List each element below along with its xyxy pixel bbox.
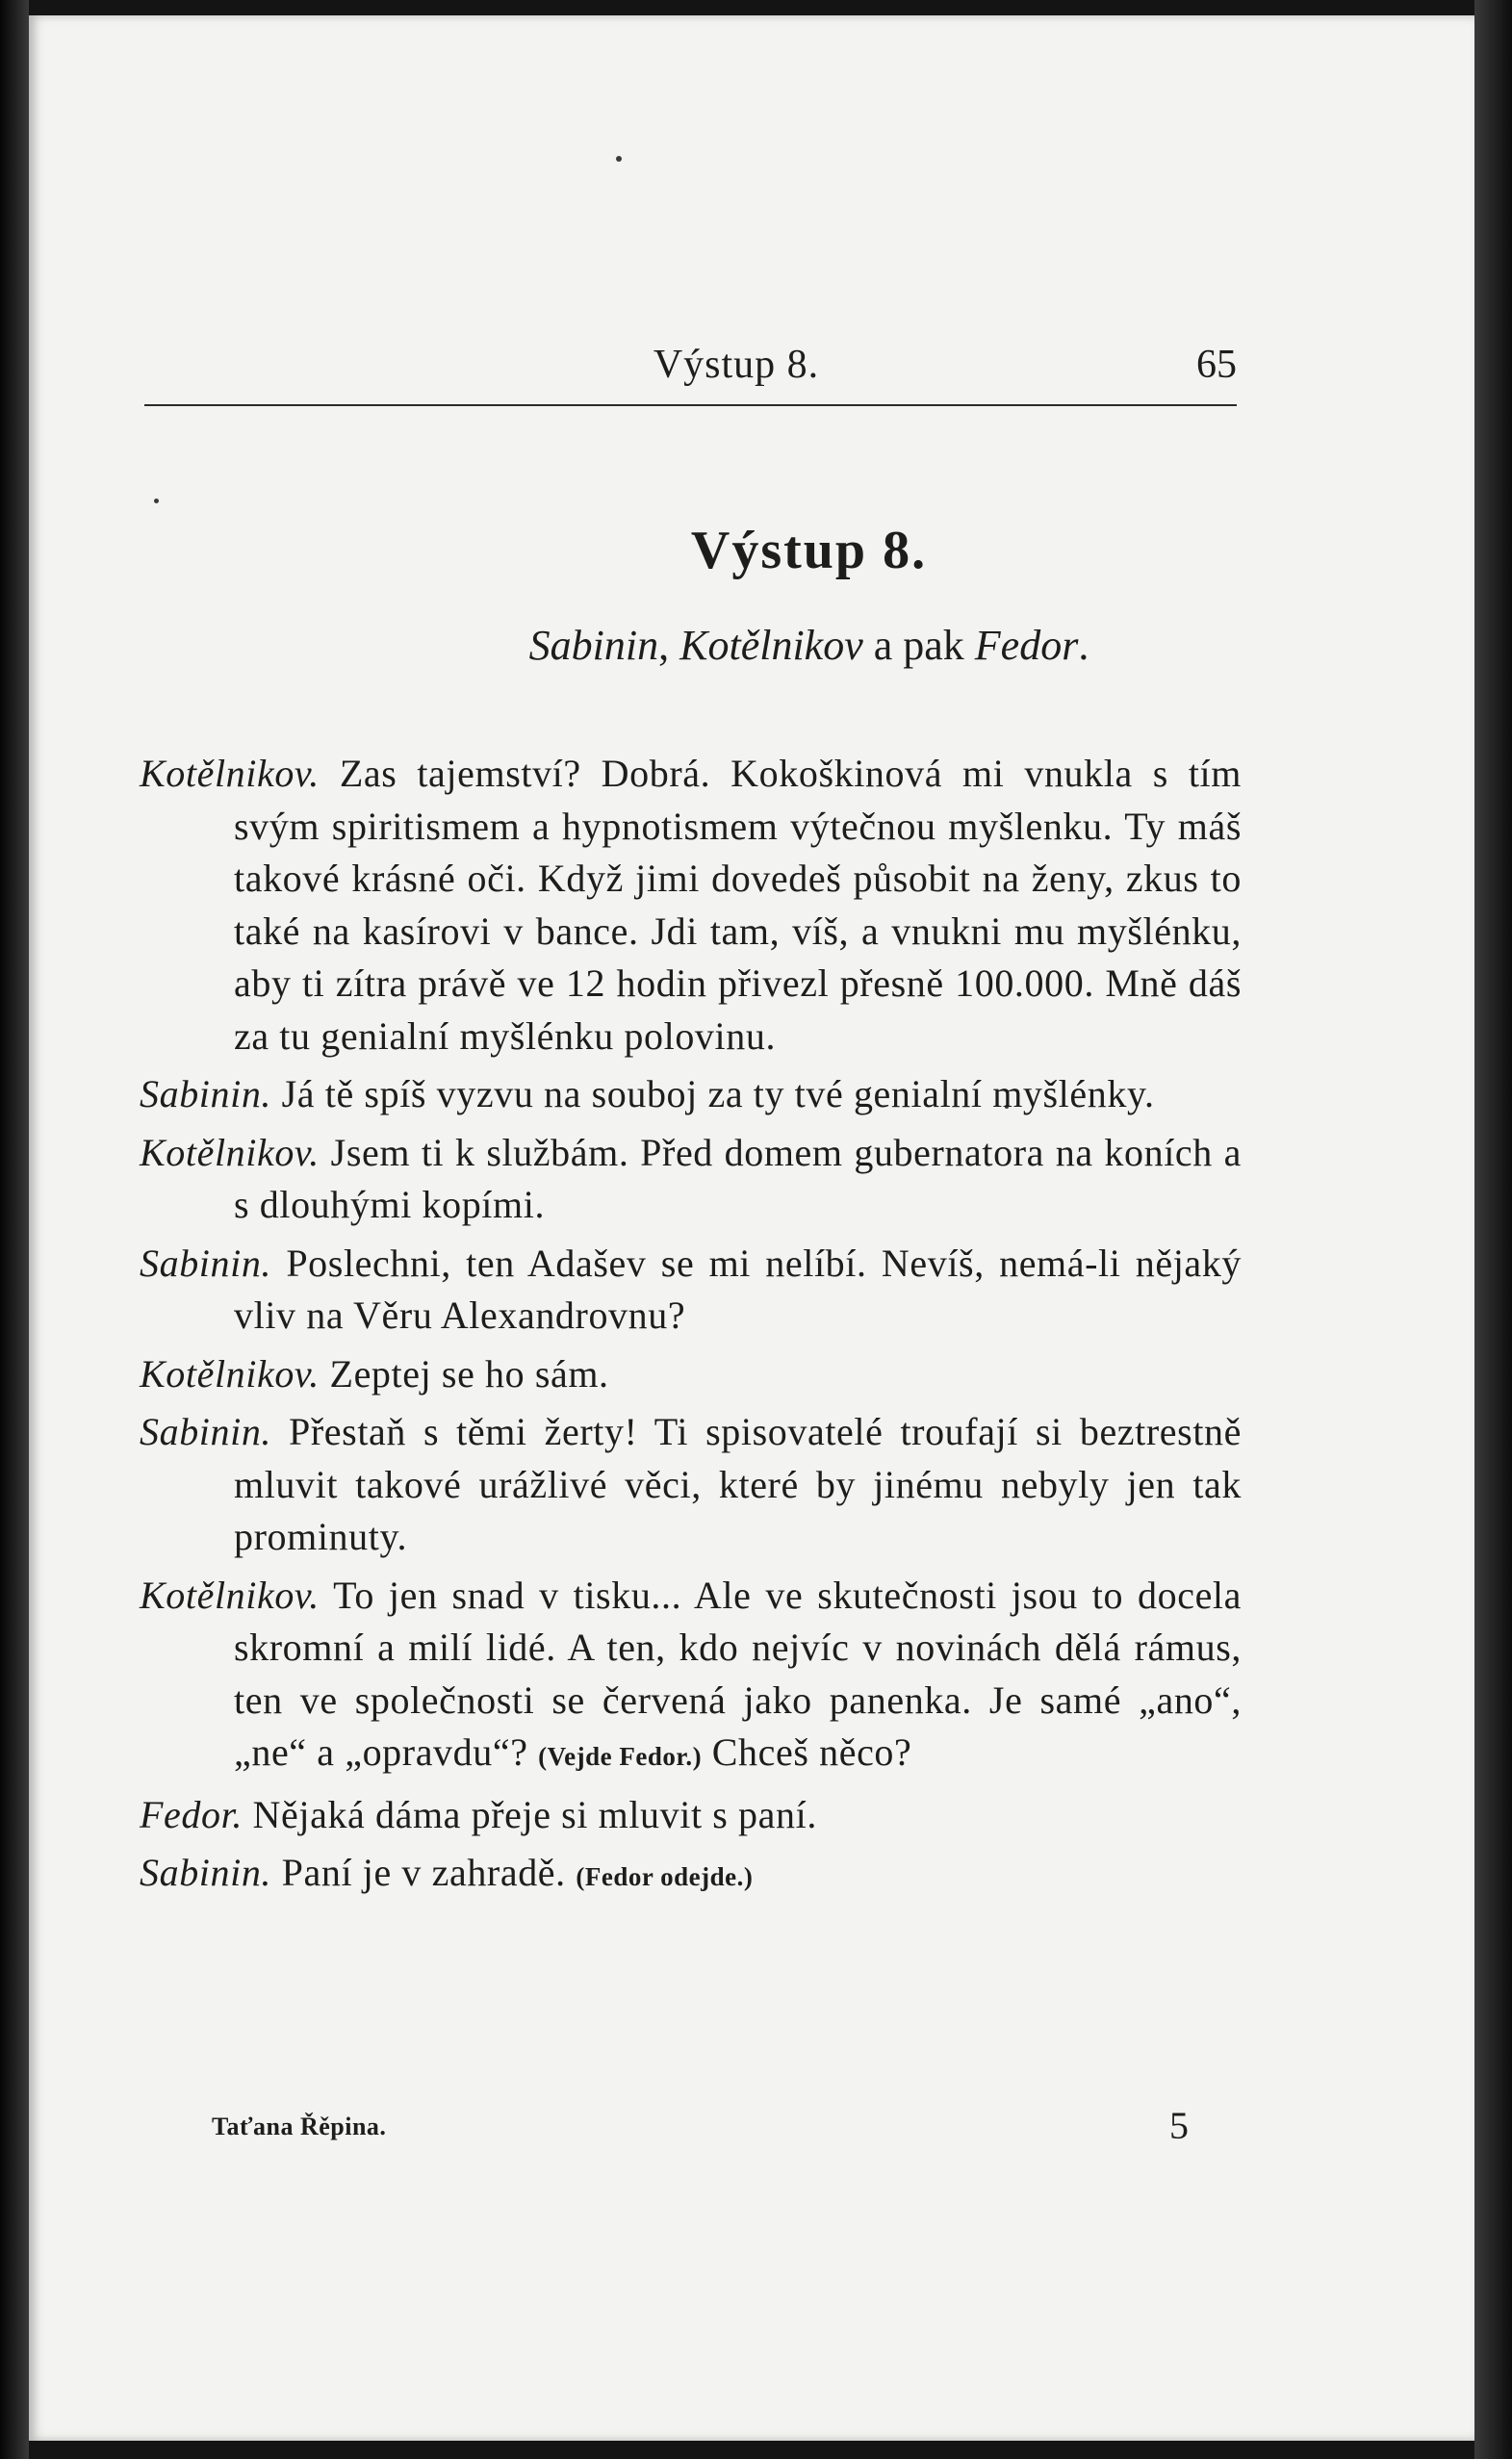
speaker-name: Sabinin. <box>140 1851 272 1894</box>
speech-text: Zas tajemství? Dobrá. Kokoškinová mi vnukla s tím svým spiritismem a hypnotismem výtečnou myšlenku. Ty máš takové krásné oči. Když jimi dovedeš působit na ženy, zkus to také na kasírovi v bance. Jdi tam, víš, a vnukni mu myšlénku, aby ti zítra právě ve 12 hodin přivezl přesně 100.000. Mně dáš za tu genialní myšlénku polovinu. <box>234 752 1242 1058</box>
cast-connector: a pak <box>862 622 975 669</box>
speech-text: Zeptej se ho sám. <box>329 1351 609 1396</box>
scan-border-right <box>1474 0 1512 2459</box>
speaker-name: Kotělnikov. <box>140 752 320 795</box>
speaker-name: Sabinin. <box>140 1072 272 1115</box>
printer-signature: Taťana Řěpina. <box>212 2113 387 2140</box>
cast-name: Kotělnikov <box>679 622 863 669</box>
cast-connector: , <box>658 622 680 669</box>
paper-speck <box>154 499 159 503</box>
page-footer <box>212 2103 1189 2151</box>
speaker-name: Fedor. <box>140 1792 243 1836</box>
speech-text: Chceš něco? <box>711 1730 912 1774</box>
speech <box>140 1127 1242 1232</box>
cast-connector: . <box>1078 622 1089 669</box>
speech-text: Přestaň s těmi žerty! Ti spisovatelé troufají si beztrestně mluvit takové urážlivé věci, které by jinému nebyly jen tak prominuty. <box>234 1410 1242 1558</box>
speaker-name: Kotělnikov. <box>140 1573 320 1617</box>
scan-border-left <box>0 0 29 2459</box>
scene-title: Výstup 8. <box>690 521 928 580</box>
speech-text: To jen snad v tisku... Ale ve skutečnosti jsou to docela skromní a milí lidé. A ten, kdo nejvíc v novinách dělá rámus, ten ve společnosti se červená jako panenka. Je samé „ano“, „ne“ a „opravdu“? <box>234 1573 1242 1774</box>
stage-direction: (Fedor odejde.) <box>576 1862 754 1891</box>
stage-direction: (Vejde Fedor.) <box>538 1742 703 1771</box>
speech-text: Paní je v zahradě. <box>281 1851 566 1894</box>
running-title: Výstup 8. <box>653 343 820 387</box>
speaker-name: Sabinin. <box>140 1410 272 1453</box>
speaker-name: Sabinin. <box>140 1241 272 1285</box>
speech <box>140 1348 1242 1401</box>
speech <box>140 1847 1242 1904</box>
speech <box>140 1570 1242 1783</box>
speech-text: Poslechni, ten Adašev se mi nelíbí. Nevíš, nemá-li nějaký vliv na Věru Alexandrovnu? <box>234 1241 1242 1337</box>
speech-text: Jsem ti k službám. Před domem gubernatora na koních a s dlouhými kopími. <box>234 1130 1242 1226</box>
running-head <box>236 342 1237 399</box>
page-number: 65 <box>1196 343 1237 387</box>
speaker-name: Kotělnikov. <box>140 1351 320 1396</box>
speech-text: Nějaká dáma přeje si mluvit s paní. <box>252 1792 817 1836</box>
paper-speck <box>616 156 622 162</box>
speech <box>140 1238 1242 1343</box>
header-rule <box>144 404 1237 406</box>
cast-name: Sabinin <box>528 622 659 669</box>
sheet-number: 5 <box>1169 2104 1189 2147</box>
speech <box>140 748 1242 1063</box>
speaker-name: Kotělnikov. <box>140 1130 320 1174</box>
cast-list <box>0 621 1512 670</box>
speech <box>140 1789 1242 1842</box>
speech-text: Já tě spíš vyzvu na souboj za ty tvé genialní myšlénky. <box>281 1072 1155 1115</box>
speech <box>140 1068 1242 1121</box>
speech <box>140 1406 1242 1564</box>
dialogue <box>140 748 1242 1909</box>
cast-name: Fedor <box>974 622 1079 669</box>
